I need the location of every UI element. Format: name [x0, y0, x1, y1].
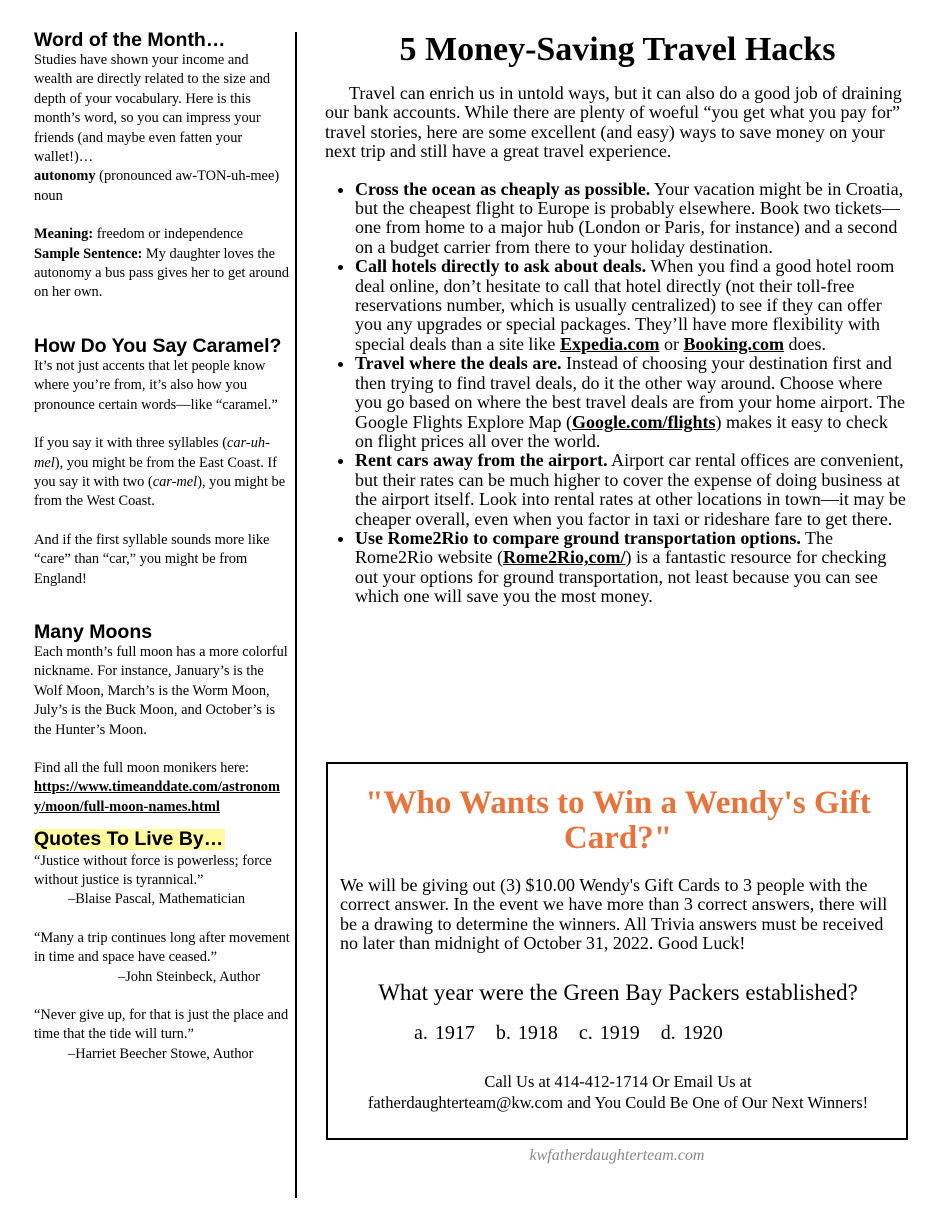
caramel-p2 [34, 434, 290, 512]
quote-3: “Never give up, for that is just the place and time that the tide will turn.” [34, 1007, 289, 1043]
caramel-p2-text: ), you might be from the West Coast. [34, 473, 286, 510]
hack-text: Your vacation might be in Croatia, but the cheapest flight to Europe is probably elsewhere. Book two tickets—one from home to a major hub (London or Paris, for instance) and a second on a budget carrier from there to your holiday destination. [355, 178, 904, 257]
hack-text: or [659, 333, 684, 354]
trivia-question: What year were the Green Bay Packers established? [378, 979, 858, 1005]
caramel-heading: How Do You Say Caramel? [34, 334, 282, 357]
hack-text: ) is a fantastic resource for checking out your options for ground transportation, not least because you can see which one will save you the most money. [355, 547, 887, 607]
hack-text: Airport car rental offices are convenient, but their rates can be much higher to cover the expense of doing business at the airport itself. Look into rental rates at other locations in town—it may be cheaper overall, even when you factor in taxi or rideshare fare to get there. [355, 450, 906, 529]
rome2rio-link[interactable]: Rome2Rio,com/ [502, 547, 626, 568]
hack-title: Rent cars away from the airport. [355, 450, 608, 471]
moons-heading: Many Moons [34, 620, 153, 643]
hack-title: Travel where the deals are. [355, 353, 562, 374]
word-term: autonomy [34, 168, 96, 185]
footer-website[interactable]: kwfatherdaughterteam.com [529, 1147, 705, 1164]
list-item [355, 354, 910, 451]
quote-2: “Many a trip continues long after movement in time and space have ceased.” [34, 929, 290, 966]
hack-title: Use Rome2Rio to compare ground transportation options. [355, 527, 801, 548]
sentence-text: My daughter loves the autonomy a bus pass gives her to get around on her own. [34, 245, 289, 301]
word-sentence [34, 245, 290, 303]
quote-2-author: –John Steinbeck, Author [118, 968, 260, 985]
expedia-link[interactable]: Expedia.com [559, 333, 660, 354]
contact-line-1: Call Us at 414-412-1714 Or Email Us at [484, 1071, 752, 1091]
hack-text: When you find a good hotel room deal online, don’t hesitate to call that hotel directly (not their toll-free reservations number, which is usually centralized) to see if they can offer you any upgrades or special packages. They’ll have more flexibility with special deals than a site like [355, 256, 895, 354]
article-title: 5 Money-Saving Travel Hacks [399, 31, 836, 68]
hacks-list [325, 180, 910, 607]
list-item [355, 180, 910, 258]
caramel-section [34, 336, 290, 589]
list-item [355, 257, 910, 354]
word-definition [34, 167, 290, 206]
word-intro: Studies have shown your income and wealth are directly related to the size and depth of your vocabulary. Here is this month’s word, so you can impress your friends (and maybe even fatten your wallet!)… [34, 52, 271, 166]
column-divider [295, 32, 297, 1198]
trivia-answers: a. 1917 b. 1918 c. 1919 d. 1920 [414, 1021, 723, 1044]
article-intro: Travel can enrich us in untold ways, but it can also do a good job of draining our bank accounts. While there are plenty of woeful “you get what you pay for” travel stories, here are some excellent (and easy) ways to save money on your next trip and still have a great travel experience. [325, 83, 902, 162]
hack-text: Instead of choosing your destination first and then trying to find travel deals, do it the other way around. Choose where you go based on where the best travel deals are from your home airport. The Google Flights Explore Map ( [355, 353, 905, 432]
quote-3-author: –Harriet Beecher Stowe, Author [68, 1045, 254, 1062]
caramel-p2-text: If you say it with three syllables ( [34, 435, 228, 452]
caramel-p2-east: car-uh-mel [34, 435, 270, 471]
word-meaning [34, 225, 290, 244]
contact-line-2[interactable]: fatherdaughterteam@kw.com and You Could Be One of Our Next Winners! [367, 1092, 869, 1112]
sentence-label: Sample Sentence: [34, 245, 143, 262]
contact-info [340, 1071, 896, 1113]
moons-link[interactable]: https://www.timeanddate.com/astronomy/moon/full-moon-names.html [34, 779, 280, 815]
list-item [355, 529, 910, 607]
moons-p2: Find all the full moon monikers here: [34, 759, 250, 776]
quotes-heading: Quotes To Live By… [34, 828, 224, 851]
moons-section [34, 622, 290, 817]
caramel-p3: And if the first syllable sounds more like “care” than “car,” you might be from England! [34, 531, 270, 587]
booking-link[interactable]: Booking.com [683, 333, 784, 354]
quote-1-author: –Blaise Pascal, Mathematician [68, 891, 246, 908]
google-flights-link[interactable]: Google.com/flights [571, 411, 716, 432]
quote-1: “Justice without force is powerless; force without justice is tyrannical.” [34, 852, 272, 888]
contest-frame [326, 762, 908, 1140]
meaning-label: Meaning: [34, 226, 94, 243]
word-heading: Word of the Month… [34, 29, 226, 51]
contest-rules: We will be giving out (3) $10.00 Wendy's Gift Cards to 3 people with the correct answer. In the event we have more than 3 correct answers, there will be a drawing to determine the winners. All Trivia answers must be received no later than midnight of October 31, 2022. Good Luck! [340, 875, 888, 954]
word-of-month-section [34, 30, 290, 303]
hack-title: Call hotels directly to ask about deals. [355, 256, 647, 277]
hack-text: The Rome2Rio website ( [355, 527, 834, 568]
quotes-section [34, 829, 290, 1064]
hack-title: Cross the ocean as cheaply as possible. [355, 178, 651, 199]
sidebar [34, 30, 290, 1064]
list-item [355, 451, 910, 529]
hack-text: does. [783, 333, 826, 354]
word-pronunciation: (pronounced aw-TON-uh-mee) noun [34, 168, 280, 204]
main-article [325, 30, 910, 607]
caramel-p2-text: ), you might be from the East Coast. If you say it with two ( [34, 454, 277, 490]
contest-content [340, 786, 896, 1113]
caramel-p1: It’s not just accents that let people know where you’re from, it’s also how you pronounce certain words—like “caramel.” [34, 357, 278, 413]
hack-text: ) makes it easy to check on flight prices all over the world. [355, 411, 888, 451]
contest-title: "Who Wants to Win a Wendy's Gift Card?" [365, 785, 871, 856]
caramel-p2-west: car-mel [152, 473, 198, 490]
moons-p1: Each month’s full moon has a more colorful nickname. For instance, January’s is the Wolf Moon, March’s is the Worm Moon, July’s is the Buck Moon, and October’s is the Hunter’s Moon. [34, 643, 288, 738]
meaning-text: freedom or independence [93, 226, 244, 243]
